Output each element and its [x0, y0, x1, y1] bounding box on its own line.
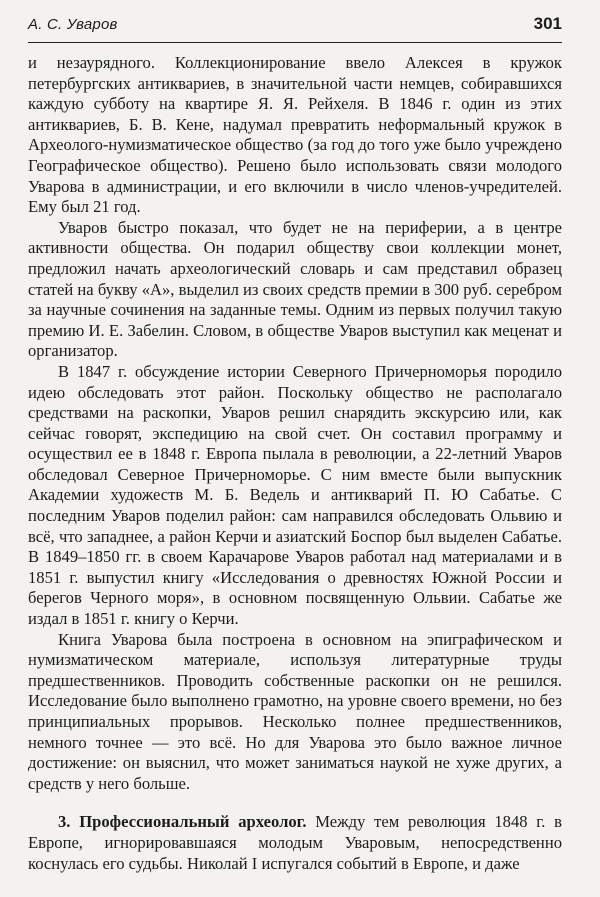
running-title: А. С. Уваров: [28, 16, 118, 33]
paragraph: и незаурядного. Коллекционирование ввело Алексея в кружок петербургских антиквариев, в значительной части немцев, собиравшихся каждую субботу на квартире Я. Я. Рейхеля. В 1846 г. один из этих антиквариев, Б. В. Кене, надумал превратить неформальный кружок в Археолого-нумизматическое общество (за год до того уже было учреждено Географическое общество). Решено было использовать связи молодого Уварова в администрации, и его включили в число членов-учредителей. Ему был 21 год.: [28, 53, 562, 217]
section-text: Между тем революция 1848 г. в Европе, игнорировавшаяся молодым Уваровым, непосредственно коснулась его судьбы. Николай I испугался событий в Европе, и даже: [28, 812, 562, 873]
paragraph: Уваров быстро показал, что будет не на периферии, а в центре активности общества. Он подарил обществу свои коллекции монет, предложил начать археологический словарь и сам представил образец статей на букву «А», выделил из своих средств премии в 300 руб. серебром за научные сочинения на заданные темы. Одним из первых получил такую премию И. Е. Забелин. Словом, в обществе Уваров выступил как меценат и организатор.: [28, 217, 562, 361]
header-rule: [28, 42, 562, 43]
paragraph: Книга Уварова была построена в основном на эпиграфическом и нумизматическом материале, используя литературные труды предшественников. Проводить собственные раскопки он не решился. Исследование было выполнено грамотно, на уровне своего времени, но без принципиальных прорывов. Несколько полнее предшественников, немного точнее — это всё. Но для Уварова это было важное личное достижение: он выяснил, что может заниматься наукой не хуже других, а средств у него больше.: [28, 629, 562, 793]
section-title: 3. Профессиональный археолог.: [58, 812, 307, 832]
running-header: [28, 14, 562, 40]
section-paragraph: [28, 812, 562, 874]
body-text: [28, 53, 562, 874]
page-number: 301: [533, 14, 562, 33]
paragraph: В 1847 г. обсуждение истории Северного Причерноморья породило идею обследовать этот район. Поскольку общество не располагало средствами на раскопки, Уваров решил снарядить экскурсию или, как сейчас говорят, экспедицию на свой счет. Он составил программу и осуществил ее в 1848 г. Европа пылала в революции, а 22-летний Уваров обследовал Северное Причерноморье. С ним вместе были выпускник Академии художеств М. Б. Ведель и антикварий П. Ю Сабатье. С последним Уваров поделил район: сам направился обследовать Ольвию и всё, что западнее, а район Керчи и азиатский Боспор был выделен Сабатье. В 1849–1850 гг. в своем Карачарове Уваров работал над материалами и в 1851 г. выпустил книгу «Исследования о древностях Южной России и берегов Черного моря», в основном посвященную Ольвии. Сабатье же издал в 1851 г. книгу о Керчи.: [28, 361, 562, 629]
